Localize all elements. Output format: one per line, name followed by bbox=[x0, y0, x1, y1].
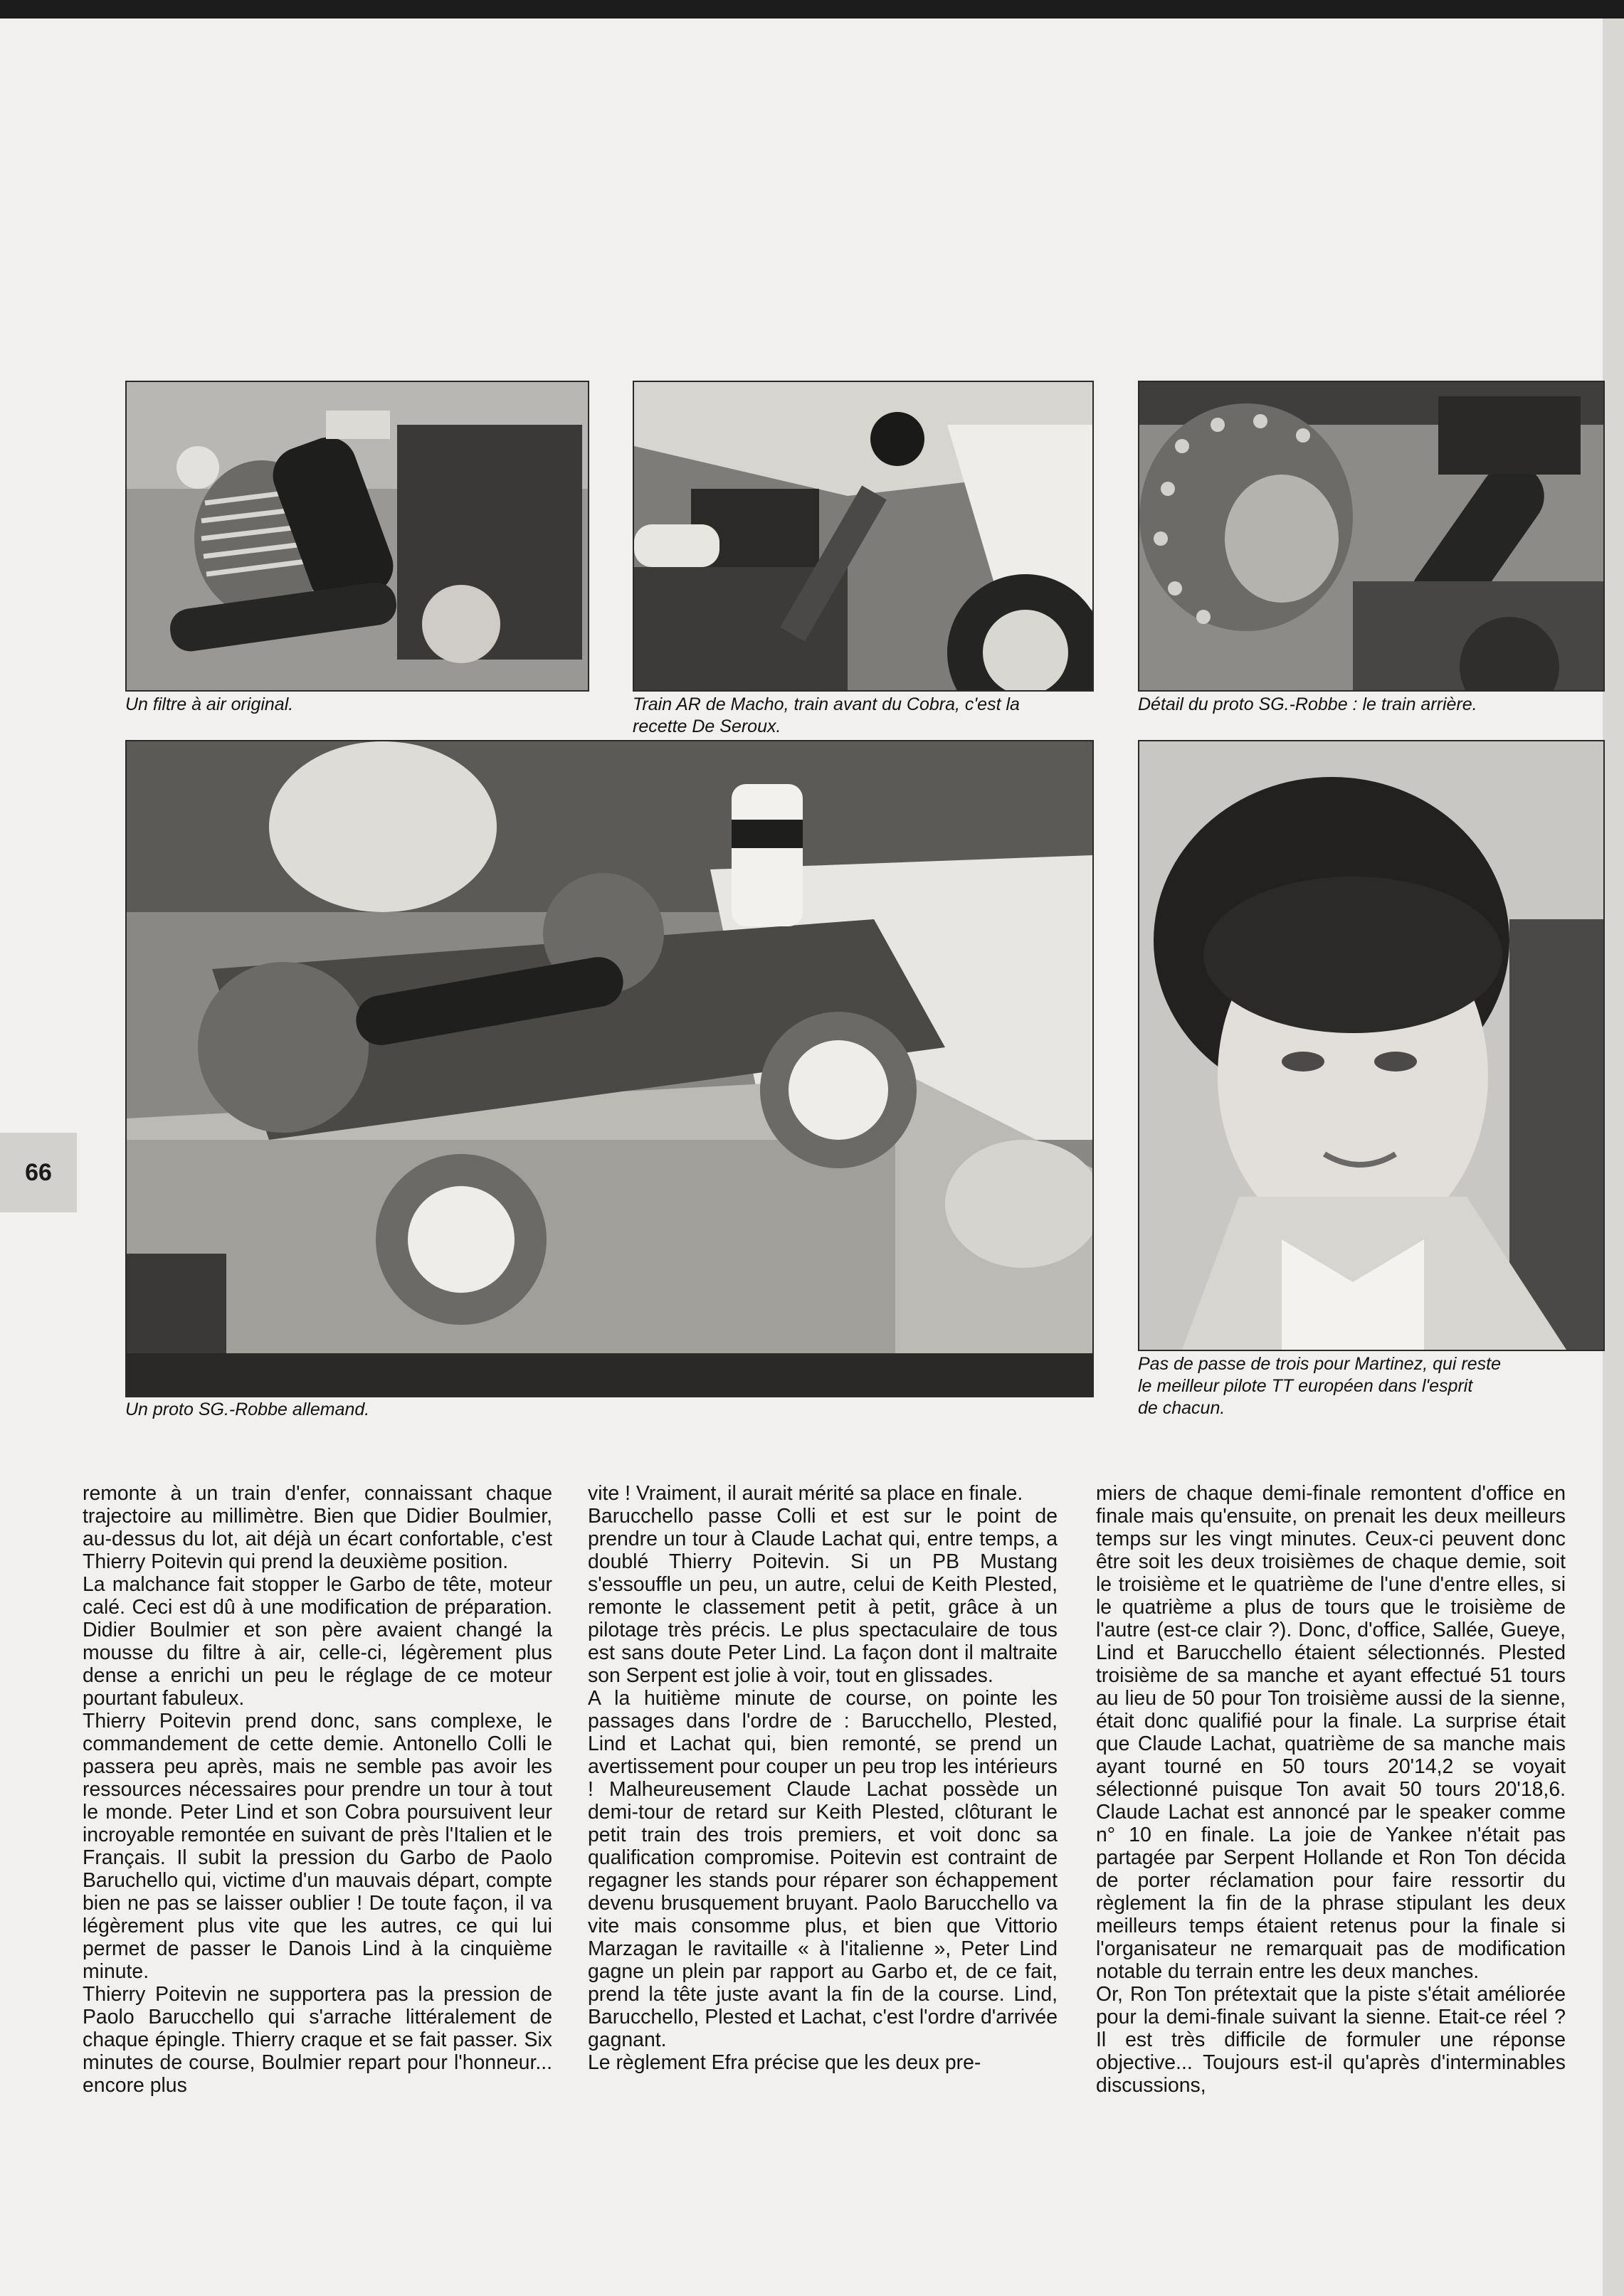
paragraph: vite ! Vraiment, il aurait mérité sa place en finale. bbox=[588, 1482, 1023, 1505]
caption-text: Détail du proto SG.-Robbe : le train arrière. bbox=[1138, 694, 1477, 714]
caption-train-ar bbox=[633, 694, 1020, 738]
scan-right-edge bbox=[1603, 18, 1624, 2296]
rear-train-image bbox=[1139, 382, 1603, 690]
caption-line: Pas de passe de trois pour Martinez, qui reste bbox=[1138, 1354, 1501, 1374]
paragraph: La malchance fait stopper le Garbo de tête, moteur calé. Ceci est dû à une modification de préparation. Didier Boulmier et son père avaient changé la mousse du filtre à air, celle-ci, légèrement plus dense a enrichi un peu le réglage de ce moteur pourtant fabuleux. bbox=[83, 1573, 552, 1710]
caption-proto-allemand bbox=[125, 1399, 369, 1421]
portrait-image bbox=[1139, 741, 1603, 1350]
paragraph: Or, Ron Ton prétextait que la piste s'était améliorée pour la demi-finale suivant la sienne. Etait-ce réel ? Il est très difficile de formuler une réponse objective... Toujours est-il qu'après d'interminables discussions, bbox=[1096, 1983, 1566, 2097]
caption-line: le meilleur pilote TT européen dans l'esprit bbox=[1138, 1376, 1473, 1396]
photo-proto-allemand bbox=[125, 740, 1094, 1397]
caption-text: Un filtre à air original. bbox=[125, 694, 294, 714]
photo-proto-rear bbox=[1138, 381, 1605, 692]
page-number: 66 bbox=[25, 1158, 52, 1186]
paragraph: Le règlement Efra précise que les deux pre- bbox=[588, 2051, 981, 2074]
photo-train-ar bbox=[633, 381, 1094, 692]
paragraph: Thierry Poitevin prend donc, sans complexe, le commandement de cette demie. Antonello Colli le passera peu après, mais ne semble pas avoir les ressources nécessaires pour prendre un tour à tout le monde. Peter Lind et son Cobra poursuivent leur incroyable remontée en suivant de près l'Italien et le Français. Il subit la pression du Garbo de Paolo Baruchello qui, victime d'un mauvais départ, compte bien ne pas se laisser oublier ! De toute façon, il va légèrement plus vite que les autres, ce qui lui permet de passer le Danois Lind à la cinquième minute. bbox=[83, 1710, 552, 1983]
photo-martinez bbox=[1138, 740, 1605, 1351]
paragraph: Thierry Poitevin ne supportera pas la pression de Paolo Barucchello qui s'arrache littéralement de chaque épingle. Thierry craque et se fait passer. Six minutes de course, Boulmier repart pour l'honneur... encore plus bbox=[83, 1983, 552, 2097]
scan-top-edge bbox=[0, 0, 1624, 18]
caption-line: de chacun. bbox=[1138, 1398, 1225, 1418]
caption-line: Train AR de Macho, train avant du Cobra, c'est la bbox=[633, 694, 1020, 714]
chassis-image bbox=[634, 382, 1092, 690]
caption-air-filter bbox=[125, 694, 293, 716]
caption-line: recette De Seroux. bbox=[633, 716, 781, 736]
caption-martinez bbox=[1138, 1353, 1501, 1419]
page-number-tab bbox=[0, 1133, 77, 1212]
text-column-2 bbox=[588, 1482, 1058, 2074]
paragraph: miers de chaque demi-finale remontent d'office en finale mais qu'ensuite, on prenait les deux meilleurs temps sur les vingt minutes. Ceux-ci peuvent donc être soit les deux troisièmes de chaque demie, soit le troisième et le quatrième de l'une d'entre elles, si le quatrième a plus de tours que le troisième de l'autre (est-ce clair ?). Donc, d'office, Sallée, Gueye, Lind et Barucchello étaient sélectionnés. Plested troisième de sa manche et ayant effectué 51 tours au lieu de 50 pour Ton troisième aussi de la sienne, était donc qualifié pour la finale. La surprise était que Claude Lachat, quatrième de sa manche mais ayant tourné en 50 tours 20'14,2 se voyait sélectionné puisque Ton avait 50 tours 20'18,6. Claude Lachat est annoncé par le speaker comme n° 10 en finale. La joie de Yankee n'était pas partagée par Serpent Hollande et Ron Ton décida de porter réclamation pour faire ressortir du règlement la fin de la phrase stipulant les deux meilleurs temps étaient retenus pour la finale si l'organisateur ne remarquait pas de modification notable du terrain entre les deux manches. bbox=[1096, 1482, 1566, 1983]
caption-proto-rear bbox=[1138, 694, 1477, 716]
text-column-1 bbox=[83, 1482, 552, 2097]
photo-air-filter bbox=[125, 381, 589, 692]
text-column-3 bbox=[1096, 1482, 1566, 2097]
paragraph: A la huitième minute de course, on pointe les passages dans l'ordre de : Barucchello, Plested, Lind et Lachat qui, bien remonté, se prend un avertissement pour couper un peu trop les intérieurs ! Malheureusement Claude Lachat possède un demi-tour de retard sur Keith Plested, clôturant le petit train des trois premiers, et voit donc sa qualification compromise. Poitevin est contraint de regagner les stands pour réparer son échappement devenu brusquement bruyant. Paolo Barucchello va vite mais consomme plus, et bien que Vittorio Marzagan le ravitaille « à l'italienne », Peter Lind gagne un plein par rapport au Garbo et, de ce fait, prend la tête juste avant la fin de la course. Lind, Barucchello, Plested et Lachat, c'est l'ordre d'arrivée gagnant. bbox=[588, 1687, 1058, 2051]
engine-image bbox=[127, 382, 588, 690]
caption-text: Un proto SG.-Robbe allemand. bbox=[125, 1400, 370, 1419]
paragraph: remonte à un train d'enfer, connaissant chaque trajectoire au millimètre. Bien que Didier Boulmier, au-dessus du lot, ait déjà un écart confortable, c'est Thierry Poitevin qui prend la deuxième position. bbox=[83, 1482, 552, 1573]
buggy-on-table-image bbox=[127, 741, 1092, 1396]
paragraph: Barucchello passe Colli et est sur le point de prendre un tour à Claude Lachat qui, entre temps, a doublé Thierry Poitevin. Si un PB Mustang s'essouffle un peu, un autre, celui de Keith Plested, remonte le classement petit à petit, grâce à un pilotage très précis. Le plus spectaculaire de tous est sans doute Peter Lind. La façon dont il maltraite son Serpent est jolie à voir, tout en glissades. bbox=[588, 1505, 1058, 1687]
